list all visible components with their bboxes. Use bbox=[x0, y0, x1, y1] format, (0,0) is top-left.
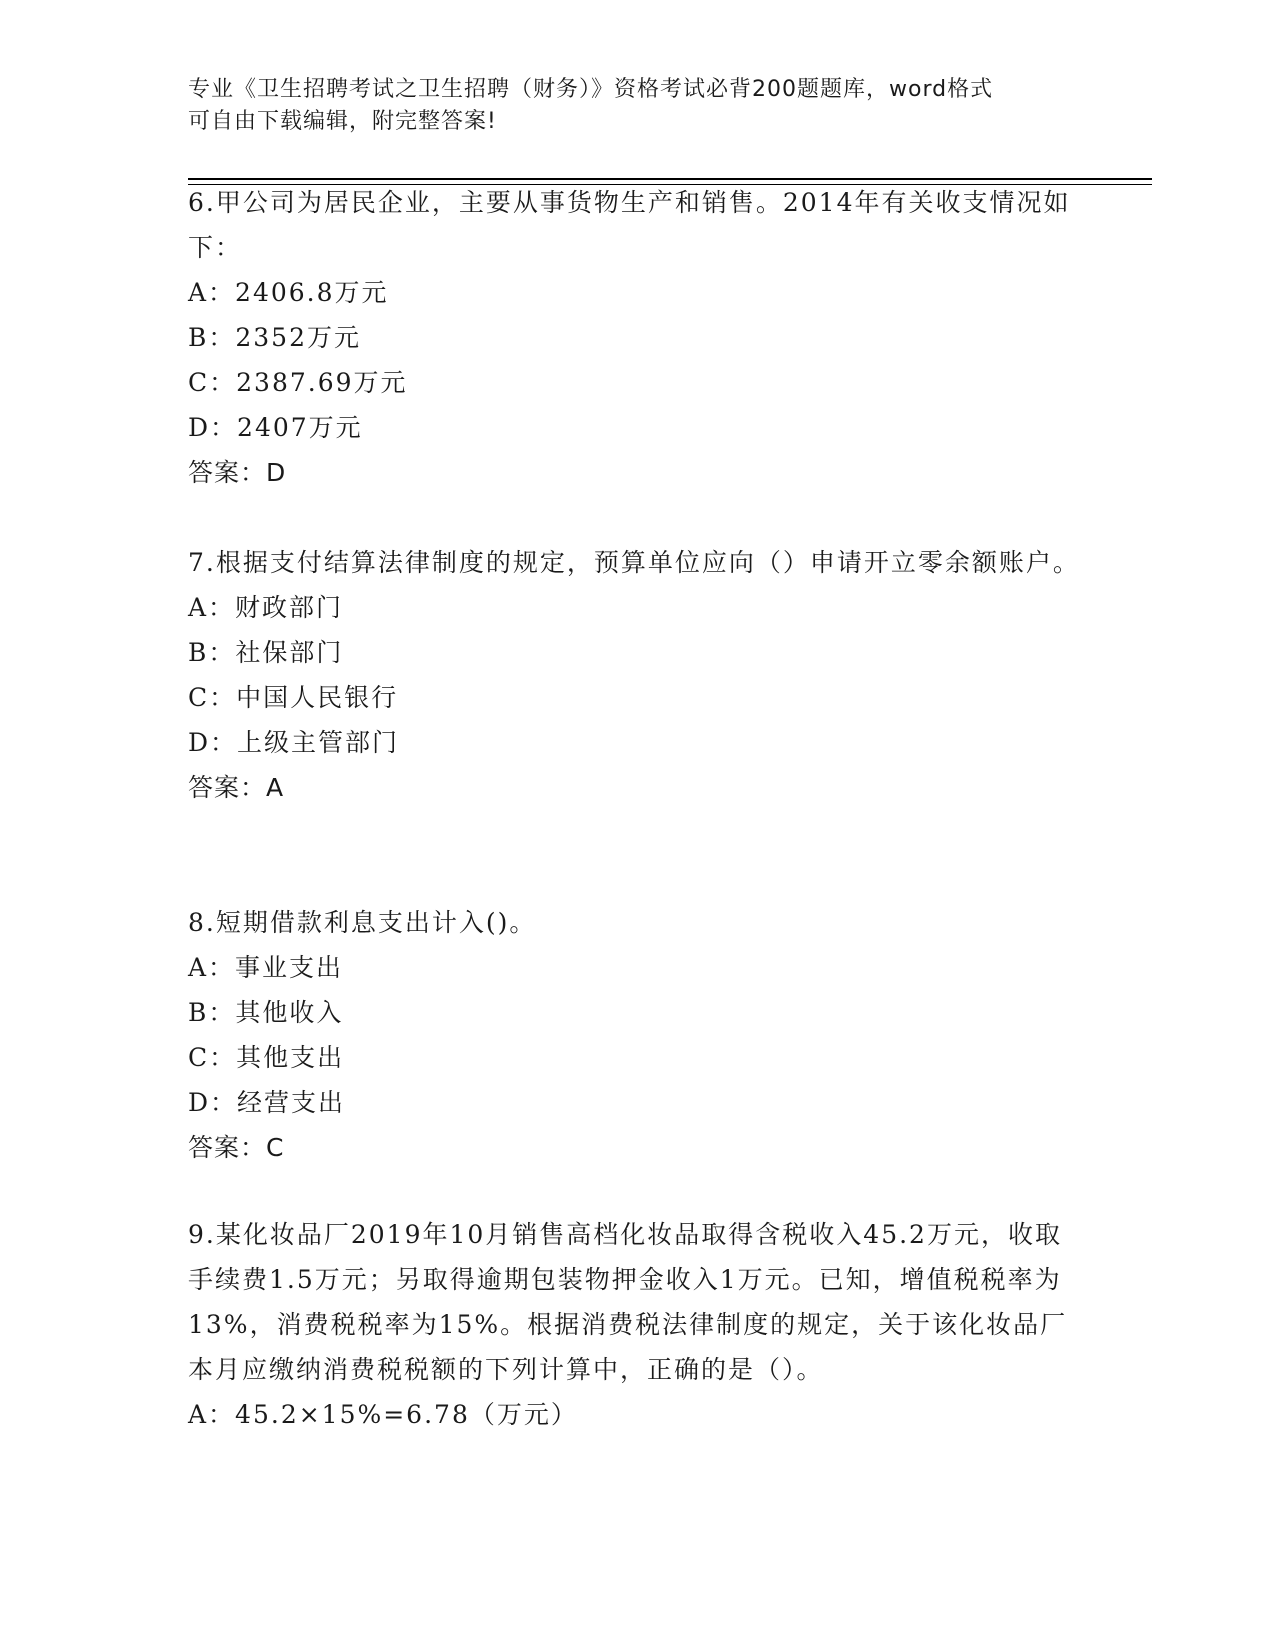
answer: 答案：C bbox=[188, 1133, 285, 1162]
option-a: A：事业支出 bbox=[188, 953, 344, 982]
option-b: B：社保部门 bbox=[188, 638, 344, 667]
answer: 答案：D bbox=[188, 458, 287, 487]
header-line-2: 可自由下载编辑，附完整答案! bbox=[188, 109, 497, 134]
option-a: A：2406.8万元 bbox=[188, 278, 389, 307]
question-8 bbox=[188, 900, 1088, 1170]
option-c: C：其他支出 bbox=[188, 1043, 345, 1072]
question-7 bbox=[188, 540, 1088, 810]
question-stem: 9.某化妆品厂2019年10月销售高档化妆品取得含税收入45.2万元，收取手续费1.5万元；另取得逾期包装物押金收入1万元。已知，增值税税率为13%，消费税税率为15%。根据消费税法律制度的规定，关于该化妆品厂本月应缴纳消费税税额的下列计算中，正确的是（）。 bbox=[188, 1220, 1068, 1384]
option-a: A：财政部门 bbox=[188, 593, 344, 622]
option-d: D：2407万元 bbox=[188, 413, 363, 442]
option-d: D：上级主管部门 bbox=[188, 728, 400, 757]
question-6 bbox=[188, 180, 1088, 495]
answer: 答案：A bbox=[188, 773, 285, 802]
option-b: B：其他收入 bbox=[188, 998, 344, 1027]
option-c: C：2387.69万元 bbox=[188, 368, 408, 397]
option-a: A：45.2×15%=6.78（万元） bbox=[188, 1400, 578, 1429]
question-stem: 6.甲公司为居民企业，主要从事货物生产和销售。2014年有关收支情况如下： bbox=[188, 188, 1071, 262]
option-d: D：经营支出 bbox=[188, 1088, 346, 1117]
question-9 bbox=[188, 1212, 1088, 1437]
header-line-1: 专业《卫生招聘考试之卫生招聘（财务）》资格考试必背200题题库，word格式 bbox=[188, 77, 994, 102]
option-c: C：中国人民银行 bbox=[188, 683, 399, 712]
option-b: B：2352万元 bbox=[188, 323, 361, 352]
question-stem: 7.根据支付结算法律制度的规定，预算单位应向（）申请开立零余额账户。 bbox=[188, 548, 1080, 577]
document-header bbox=[188, 74, 1088, 138]
question-stem: 8.短期借款利息支出计入()。 bbox=[188, 908, 537, 937]
